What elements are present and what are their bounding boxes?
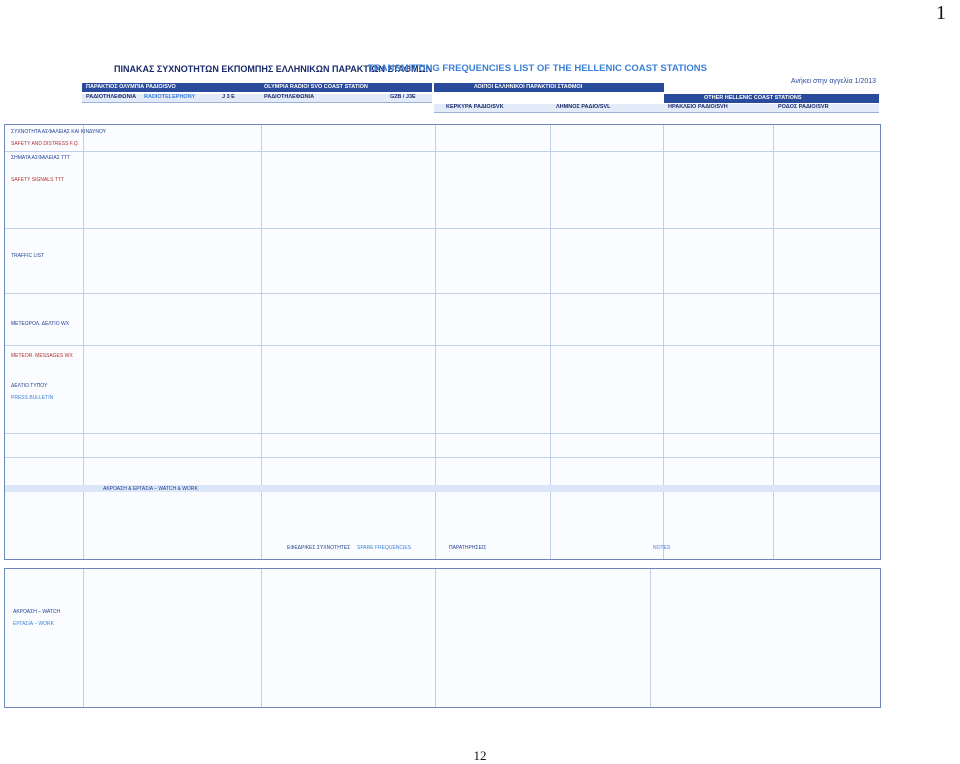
row-divider <box>5 228 880 229</box>
radiotelephony-header-olympia <box>260 94 432 103</box>
col-divider <box>261 125 262 559</box>
col-divider <box>435 125 436 559</box>
side-label-watch: ΑΚΡΟΑΣΗ – WATCH <box>13 609 61 615</box>
col-divider <box>663 125 664 559</box>
watch-work-bar <box>5 485 880 492</box>
row-label-meteo-en: METEOR. MESSAGES WX <box>11 353 73 359</box>
row-label-meteo: ΜΕΤΕΩΡΟΛ. ΔΕΛΤΙΟ WX <box>11 321 70 327</box>
station-rodos: ΡΟΔΟΣ ΡΑΔΙΟ/SVR <box>778 104 829 110</box>
spare-frequencies-label-en: SPARE FREQUENCIES <box>357 545 412 551</box>
row-divider <box>5 345 880 346</box>
other-stations-header-gr <box>434 83 664 92</box>
notes-label-gr: ΠΑΡΑΤΗΡΗΣΕΙΣ <box>449 545 487 551</box>
col-divider <box>650 569 651 707</box>
main-grid <box>4 124 881 560</box>
radiotelephony-label-olympia: ΡΑΔΙΟΤΗΛΕΦΩΝΙΑ <box>264 94 315 100</box>
row-label-safety: ΣΗΜΑΤΑ ΑΣΦΑΛΕΙΑΣ ΤΤΤ <box>11 155 71 161</box>
title-english: TRANSMITTING FREQUENCIES LIST OF THE HELLENIC COAST STATIONS <box>368 63 708 74</box>
lower-grid <box>4 568 881 708</box>
station-names-row <box>434 104 879 113</box>
col-divider <box>435 569 436 707</box>
col-divider <box>83 125 84 559</box>
station-kerkyra: ΚΕΡΚΥΡΑ ΡΑΔΙΟ/SVK <box>446 104 504 110</box>
watch-work-label: ΑΚΡΟΑΣΗ & ΕΡΓΑΣΙΑ – WATCH & WORK <box>103 486 198 492</box>
row-label-press: ΔΕΛΤΙΟ ΤΥΠΟΥ <box>11 383 48 389</box>
col-divider <box>83 569 84 707</box>
frequency-table-sheet <box>4 48 880 710</box>
station-limnos: ΛΗΜΝΟΣ ΡΑΔΙΟ/SVL <box>556 104 611 110</box>
radiotelephony-header-left <box>82 94 260 103</box>
row-label-safety-en: SAFETY SIGNALS TTT <box>11 177 64 183</box>
j3e-label: J 3 E <box>222 94 235 100</box>
page-number-bottom: 12 <box>473 748 487 763</box>
spare-frequencies-label: ΕΦΕΔΡΙΚΕΣ ΣΥΧΝΟΤΗΤΕΣ <box>287 545 351 551</box>
row-divider <box>5 433 880 434</box>
row-label-press-en: PRESS BULLETIN <box>11 395 54 401</box>
olympia-header <box>260 83 432 92</box>
radiotelephony-label-1: ΡΑΔΙΟΤΗΛΕΦΩΝΙΑ <box>86 94 137 100</box>
olympia-label: OLYMPIA RADIO/ SVO COAST STATION <box>264 84 368 90</box>
other-stations-header-en <box>664 94 879 103</box>
other-stations-label-en: OTHER HELLENIC COAST STATIONS <box>704 95 802 101</box>
notes-label-en: NOTES <box>653 545 671 551</box>
left-station-label: ΠΑΡΑΚΤΙΟΣ ΟΛΥΜΠΙΑ ΡΑΔΙΟ/SVO <box>86 84 176 90</box>
g2b-label: G2B / J3E <box>390 94 416 100</box>
left-station-header <box>82 83 260 92</box>
row-divider <box>5 457 880 458</box>
col-divider <box>773 125 774 559</box>
row-divider <box>5 293 880 294</box>
col-divider <box>550 125 551 559</box>
side-label-work: ΕΡΓΑΣΙΑ – WORK <box>13 621 54 627</box>
row-label-traffic: TRAFFIC LIST <box>11 253 45 259</box>
radiotelephony-label-2: RADIOTELEPHONY <box>144 94 196 100</box>
col-divider <box>261 569 262 707</box>
row-divider <box>5 151 880 152</box>
annex-note: Ανήκει στην αγγελία 1/2013 <box>790 78 876 85</box>
row-label-distress-en: SAFETY AND DISTRESS F.Q. <box>11 141 79 147</box>
other-stations-label-gr: ΛΟΙΠΟΙ ΕΛΛΗΝΙΚΟΙ ΠΑΡΑΚΤΙΟΙ ΣΤΑΘΜΟΙ <box>474 84 583 90</box>
title-greek: ΠΙΝΑΚΑΣ ΣΥΧΝΟΤΗΤΩΝ ΕΚΠΟΜΠΗΣ ΕΛΛΗΝΙΚΩΝ ΠΑΡΑΚΤΙΩΝ ΣΤΑΘΜΩΝ <box>114 64 433 74</box>
page-number-top: 1 <box>936 2 946 24</box>
row-label-distress: ΣΥΧΝΟΤΗΤΑ ΑΣΦΑΛΕΙΑΣ ΚΑΙ ΚΙΝΔΥΝΟΥ <box>11 129 107 135</box>
title-row <box>114 64 874 80</box>
station-iraklio: ΗΡΑΚΛΕΙΟ ΡΑΔΙΟ/SVH <box>668 104 728 110</box>
